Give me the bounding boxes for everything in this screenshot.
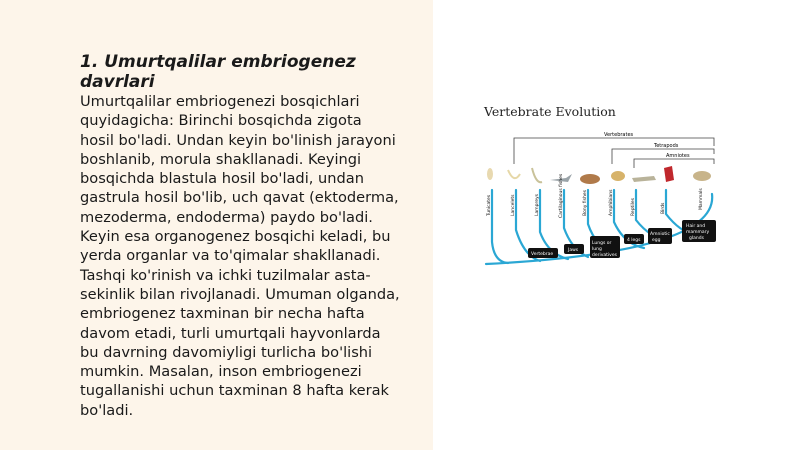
taxon-label-tunicates: Tunicates xyxy=(487,194,492,216)
bracket-vertebrates xyxy=(514,138,714,164)
taxon-label-lancelets: Lancelets xyxy=(511,194,516,216)
trait-label-hair-line2: mammary xyxy=(686,230,710,235)
taxon-label-reptiles: Reptiles xyxy=(631,198,636,216)
bird-icon xyxy=(664,166,674,182)
group-label-tetrapods: Tetrapods xyxy=(654,143,679,149)
trait-label-lungs-line2: lung xyxy=(592,247,602,252)
slide-title: 1. Umurtqalilar embriogenez davrlari xyxy=(80,52,356,92)
cladogram xyxy=(484,124,720,274)
trait-label-4-legs: 4 legs xyxy=(627,238,641,243)
frog-icon xyxy=(611,171,625,181)
trait-label-amniotic-line1: Amniotic xyxy=(650,232,670,237)
taxon-label-amphibians: Amphibians xyxy=(609,189,614,216)
mammal-icon xyxy=(693,171,711,181)
taxon-label-cartilaginous-fishes: Cartilaginous fishes xyxy=(559,173,564,218)
taxon-label-lampreys: Lampreys xyxy=(535,193,540,216)
trait-label-hair-line3: glands xyxy=(689,236,704,241)
lancelet-icon xyxy=(508,170,520,178)
taxon-label-bony-fishes: Bony fishes xyxy=(583,190,588,216)
vertebrate-evolution-figure xyxy=(484,104,720,274)
trait-label-lungs-line3: derivatives xyxy=(592,253,617,258)
taxon-label-birds: Birds xyxy=(661,202,666,214)
group-label-vertebrates: Vertebrates xyxy=(604,132,634,138)
lamprey-icon xyxy=(532,168,542,182)
taxon-label-mammals: Mammals xyxy=(699,188,704,210)
trait-boxes xyxy=(528,220,716,258)
group-label-amniotes: Amniotes xyxy=(666,153,690,159)
bracket-amniotes xyxy=(634,159,714,168)
figure-title: Vertebrate Evolution xyxy=(484,104,616,119)
trait-label-jaws: Jaws xyxy=(568,248,579,253)
tunicate-icon xyxy=(487,168,493,180)
bracket-tetrapods xyxy=(612,149,714,164)
trait-label-amniotic-line2: egg xyxy=(652,238,661,243)
trait-label-vertebrae: Vertebrae xyxy=(531,252,554,257)
animal-icons xyxy=(487,166,711,184)
trait-label-hair-line1: Hair and xyxy=(686,224,706,229)
slide-body-text: Umurtqalilar embriogenezi bosqichlari quyidagicha: Birinchi bosqichda zigota hosil bo'ladi. Undan keyin bo'linish jarayoni boshlanib, morula shakllanadi. Keyingi bosqichda blastula hosil bo'ladi, undan gastrula hosil bo'lib, uch qavat (ektoderma, mezoderma, endoderma) paydo bo'ladi. Keyin esa organogenez bosqichi keladi, bu yerda organlar va to'qimalar shakllanadi. Tashqi ko'rinish va ichki tuzilmalar asta-sekinlik bilan rivojlanadi. Umuman olganda, embriogenez taxminan bir necha hafta davom etadi, turli umurtqali hayvonlarda bu davrning davomiyligi turlicha bo'lishi mumkin. Masalan, inson embriogenezi tugallanishi uchun taxminan 8 hafta kerak bo'ladi. xyxy=(80,93,400,419)
trait-label-lungs-line1: Lungs or xyxy=(592,241,612,246)
lizard-icon xyxy=(632,176,656,182)
fish-icon xyxy=(580,174,600,184)
